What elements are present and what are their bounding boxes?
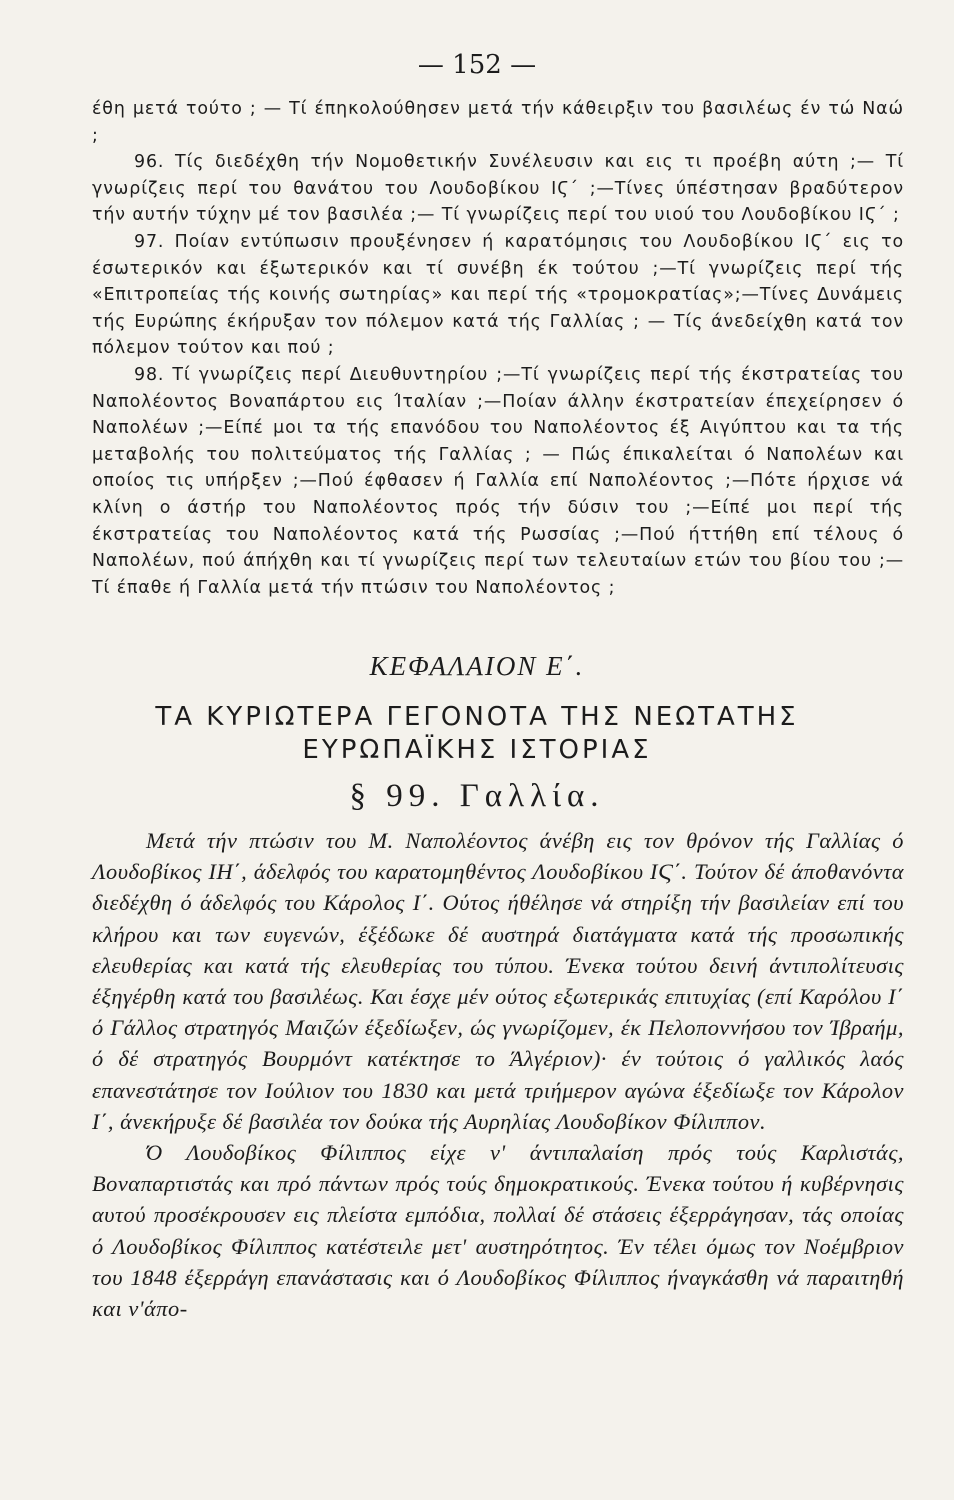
question-97: 97. Ποίαν εντύπωσιν προυξένησεν ή καρατόμησις του Λουδοβίκου ΙϚ΄ εις το έσωτερικόν και έξωτερικόν και τί συνέβη έκ τούτου ;—Τί γνωρίζεις περί τής «Επιτροπείας τής κοινής σωτηρίας» και περί τής «τρομοκρατίας»;—Τίνες Δυνάμεις τής Ευρώπης έκήρυξαν τον πόλεμον κατά τής Γαλλίας ; — Τίς άνεδείχθη κατά τον πόλεμον τούτον και πού ; — [92, 231, 904, 359]
chapter-label: ΚΕΦΑΛΑΙΟΝ Ε΄. — [369, 651, 585, 681]
paragraph: Ό Λουδοβίκος Φίλιππος είχε ν' άντιπαλαίση πρός τούς Καρλιστάς, Βοναπαρτιστάς και πρό πάντων πρός τούς δημοκρατικούς. Ένεκα τούτου ή κυβέρνησις αυτού προσέκρουσεν εις πλείστα εμπόδια, πολλαί δέ στάσεις έξερράγησαν, τάς οποίας ό Λουδοβίκος Φίλιππος κατέστειλε μετ' αυστηρότητος. Έν τέλει όμως τον Νοέμβριον του 1848 έξερράγη επανάστασις και ό Λουδοβίκος Φίλιππος ήναγκάσθη νά παραιτηθή και ν'άπο- — [92, 1140, 904, 1322]
question-96: 96. Τίς διεδέχθη τήν Νομοθετικήν Συνέλευσιν και εις τι προέβη αύτη ;— Τί γνωρίζεις περί του θανάτου του Λουδοβίκου ΙϚ΄ ;—Τίνες ύπέστησαν βραδύτερον τήν αυτήν τύχην μέ τον βασιλέα ;— Τί γνωρίζεις περί του υιού του Λουδοβίκου ΙϚ΄ ; — [92, 152, 904, 226]
chapter-heading-line1: ΤΑ ΚΥΡΙΩΤΕΡΑ ΓΕΓΟΝΟΤΑ ΤΗΣ ΝΕΩΤΑΤΗΣ — [155, 702, 799, 732]
chapter-heading-line2: ΕΥΡΩΠΑΪΚΗΣ ΙΣΤΟΡΙΑΣ — [302, 735, 652, 765]
question-continuation: έθη μετά τούτο ; — Τί έπηκολούθησεν μετά τήν κάθειρξιν του βασιλέως έν τώ Ναώ ; — [92, 99, 904, 146]
question-98: 98. Τί γνωρίζεις περί Διευθυντηρίου ;—Τί γνωρίζεις περί τής έκστρατείας του Ναπολέοντος Βοναπάρτου εις Ίταλίαν ;—Ποίαν άλλην έκστρατείαν έπεχείρησεν ό Ναπολέων ;—Είπέ μοι τα τής επανόδου του Ναπολέοντος έξ Αιγύπτου και τα τής μεταβολής του πολιτεύματος τής Γαλλίας ; — Πώς έπικαλείται ό Ναπολέων και οποίος τις υπήρξεν ;—Πού έφθασεν ή Γαλλία επί Ναπολέοντος ;—Πότε ήρχισε νά κλίνη ο άστήρ του Ναπολέοντος πρός τήν δύσιν του ;—Είπέ μοι περί τής έκστρατείας του Ναπολέοντος κατά τής Ρωσσίας ;—Πού ήττήθη επί τέλους ό Ναπολέων, πού άπήχθη και τί γνωρίζεις περί των τελευταίων ετών του βίου του ;—Τί έπαθε ή Γαλλία μετά τήν πτώσιν του Ναπολέοντος ; — [92, 364, 904, 598]
section-title: § 99. Γαλλία. — [349, 778, 605, 814]
page-number: — 152 — — [417, 50, 537, 80]
paragraph: Μετά τήν πτώσιν του Μ. Ναπολέοντος άνέβη εις τον θρόνον τής Γαλλίας ό Λουδοβίκος ΙΗ΄, άδελφός του καρατομηθέντος Λουδοβίκου ΙϚ΄. Τούτον δέ άποθανόντα διεδέχθη ό άδελφός του Κάρολος Ι΄. Ούτος ήθέλησε νά στηρίξη τήν βασιλείαν επί του κλήρου και των ευγενών, έξέδωκε δέ αυστηρά διατάγματα κατά τής προσωπικής ελευθερίας και κατά τής ελευθερίας του τύπου. Ένεκα τούτου δεινή άντιπολίτευσις έξηγέρθη κατά του βασιλέως. Και έσχε μέν ούτος εξωτερικάς επιτυχίας (επί Καρόλου Ι΄ ό Γάλλος στρατηγός Μαιζών έξεδίωξεν, ώς γνωρίζομεν, έκ Πελοποννήσου τον Ίβραήμ, ό δέ στρατηγός Βουρμόντ κατέκτησε το Άλγέριον)· έν τούτοις ό γαλλικός λαός επανεστάτησε τον Ιούλιον του 1830 και μετά τριήμερον αγώνα έξεδίωξε τον Κάρολον Ι΄, άνεκήρυξε δέ βασιλέα τον δούκα τής Αυρηλίας Λουδοβίκον Φίλιππον. — [92, 828, 904, 1134]
review-questions — [92, 96, 904, 601]
body-text — [92, 825, 904, 1324]
